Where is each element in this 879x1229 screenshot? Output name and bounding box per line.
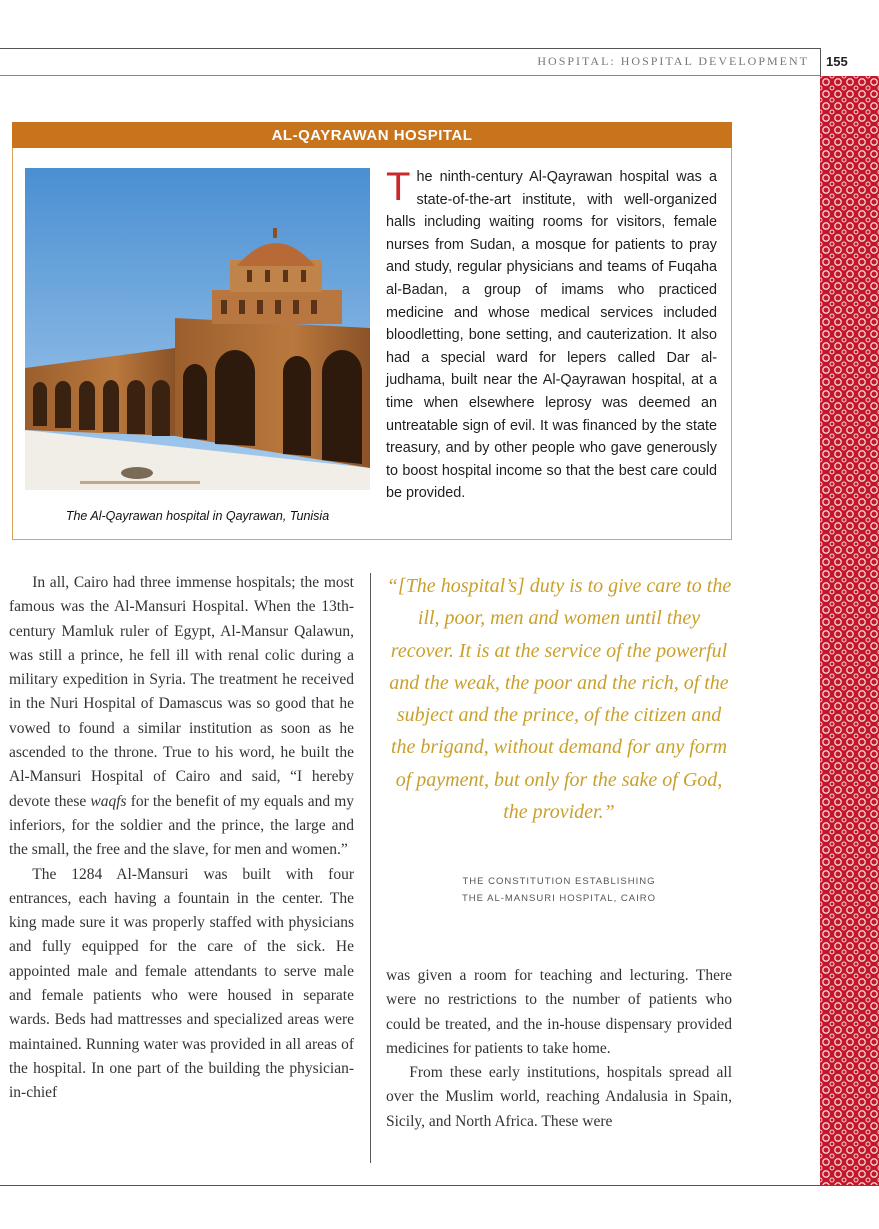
attribution-line-2: THE AL-MANSURI HOSPITAL, CAIRO	[462, 893, 656, 904]
left-paragraph-1	[9, 571, 354, 863]
left-p1-text: In all, Cairo had three immense hospitals; the most famous was the Al-Mansuri Hospital. When the 13th-century Mamluk ruler of Egypt, Al-Mansur Qalawun, was still a prince, he fell ill with renal colic during a military expedition in Syria. The treatment he received in the Nuri Hospital of Damascus was so good that he vowed to found a similar institution as soon as he ascended to the throne. True to his word, he built the Al-Mansuri Hospital of Cairo and said, “I hereby devote these	[9, 574, 354, 810]
pull-quote: “[The hospital’s] duty is to give care to the ill, poor, men and women until they recover. It is at the service of the powerful and the weak, the poor and the rich, of the subject and the prince, of the citizen and the brigand, without demand for any form of payment, but only for the sake of God, the provider.”	[386, 575, 732, 824]
header-rule-bottom	[0, 75, 820, 76]
page-number-divider	[820, 48, 821, 76]
running-head: HOSPITAL: HOSPITAL DEVELOPMENT	[537, 54, 809, 68]
right-column	[386, 964, 732, 1134]
photo-caption: The Al-Qayrawan hospital in Qayrawan, Tunisia	[65, 509, 330, 523]
left-p1-text-end: for the benefit of my equals and my inferiors, for the soldier and the prince, the large and the small, the free and the slave, for men and women.”	[9, 792, 354, 859]
left-p1-italic: waqfs	[90, 792, 127, 810]
left-column	[9, 571, 354, 1106]
column-divider	[370, 573, 371, 1163]
right-paragraph-1: was given a room for teaching and lecturing. There were no restrictions to the number of patients who could be treated, and the in-house dispensary provided medicines for patients to take home.	[386, 967, 732, 1057]
decorative-border-pattern	[820, 76, 879, 1186]
page-number: 155	[826, 54, 848, 69]
sidebar-body-text	[386, 166, 717, 505]
quote-attribution	[384, 873, 734, 907]
left-paragraph-2: The 1284 Al-Mansuri was built with four entrances, each having a fountain in the center. The king made sure it was properly staffed with physicians and fully equipped for the care of the sick. He appointed male and female attendants to serve male and female patients who were housed in separate wards. Beds had mattresses and specialized areas were maintained. Running water was provided in all areas of the hospital. In one part of the building the physician-in-chief	[9, 865, 354, 1102]
drop-cap: T	[386, 165, 411, 209]
hospital-photo	[25, 168, 370, 490]
header-rule	[0, 48, 820, 49]
attribution-line-1: THE CONSTITUTION ESTABLISHING	[462, 876, 656, 887]
sidebar-text: he ninth-century Al-Qayrawan hospital was a state-of-the-art institute, with well-organized halls including waiting rooms for visitors, female nurses from Sudan, a mosque for patients to pray and study, regular physicians and teams of Fuqaha al-Badan, a group of imams who practiced medicine and whose medical services included bloodletting, bone setting, and cauterization. It also had a special ward for lepers called Dar al-judhama, built near the Al-Qayrawan hospital, at a time when elsewhere leprosy was deemed an untreatable sign of evil. It was financed by the state treasury, and by other people who gave generously to boost hospital income so that the best care could be provided.	[386, 169, 717, 502]
sidebar-title: AL-QAYRAWAN HOSPITAL	[12, 122, 732, 148]
footer-rule	[0, 1185, 879, 1186]
right-paragraph-2: From these early institutions, hospitals spread all over the Muslim world, reaching Andalusia in Spain, Sicily, and North Africa. These were	[386, 1064, 732, 1130]
